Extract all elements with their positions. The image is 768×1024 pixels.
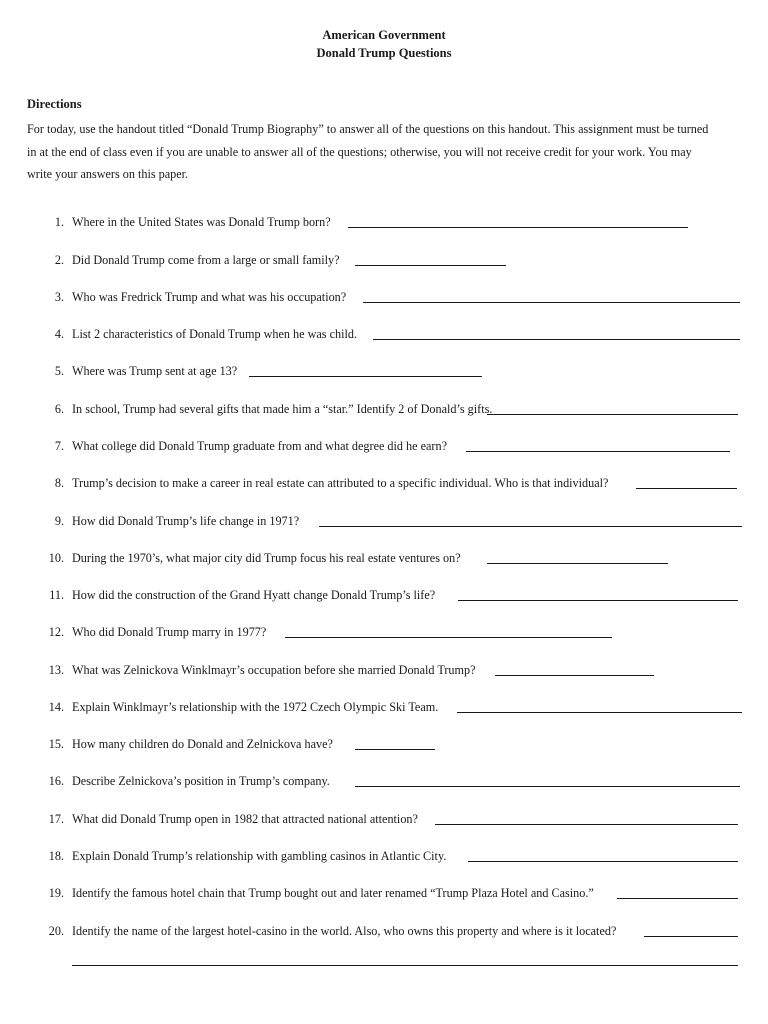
question-number: 5. [54,364,64,378]
question-item [0,883,768,903]
page-subtitle: Donald Trump Questions [316,46,452,60]
answer-blank-line[interactable] [435,824,738,825]
question-number: 4. [54,327,64,341]
question-number: 1. [54,215,64,229]
question-item [0,771,768,791]
question-text: Where in the United States was Donald Trump born? [72,215,331,229]
answer-blank-line[interactable] [373,339,740,340]
answer-blank-line[interactable] [355,749,435,750]
question-number: 10. [48,551,64,565]
question-number: 20. [48,924,64,938]
question-text: What college did Donald Trump graduate from and what degree did he earn? [72,439,447,453]
question-number: 3. [54,290,64,304]
answer-blank-line[interactable] [466,451,730,452]
page-title: American Government [322,28,446,42]
question-number: 8. [54,476,64,490]
question-text: Who did Donald Trump marry in 1977? [72,625,267,639]
question-item [0,809,768,829]
question-text: How did Donald Trump’s life change in 1971? [72,514,300,528]
question-number: 18. [48,849,64,863]
question-item [0,436,768,456]
question-text: Describe Zelnickova’s position in Trump’s company. [72,774,330,788]
question-number: 16. [48,774,64,788]
question-number: 2. [54,253,64,267]
question-text: Trump’s decision to make a career in real estate can attributed to a specific individual. Who is that individual? [72,476,609,490]
question-number: 19. [48,886,64,900]
question-item [0,548,768,568]
question-text: How did the construction of the Grand Hyatt change Donald Trump’s life? [72,588,436,602]
answer-blank-line[interactable] [457,712,742,713]
answer-blank-line[interactable] [355,265,506,266]
question-item [0,361,768,381]
question-item [0,921,768,941]
answer-blank-line[interactable] [617,898,738,899]
question-text: During the 1970’s, what major city did Trump focus his real estate ventures on? [72,551,461,565]
question-item [0,585,768,605]
question-text: How many children do Donald and Zelnickova have? [72,737,333,751]
answer-blank-line[interactable] [495,675,654,676]
answer-blank-line[interactable] [249,376,482,377]
question-item [0,212,768,232]
question-text: Did Donald Trump come from a large or small family? [72,253,340,267]
question-item [0,846,768,866]
question-item [0,287,768,307]
question-number: 9. [54,514,64,528]
answer-blank-line[interactable] [644,936,738,937]
question-item [0,324,768,344]
question-item [0,622,768,642]
question-text: Identify the name of the largest hotel-casino in the world. Also, who owns this property and where is it located? [72,924,617,938]
question-item [0,511,768,531]
answer-blank-line[interactable] [319,526,742,527]
question-number: 12. [48,625,64,639]
question-text: Identify the famous hotel chain that Trump bought out and later renamed “Trump Plaza Hotel and Casino.” [72,886,594,900]
answer-blank-line[interactable] [487,414,738,415]
question-item [0,250,768,270]
question-item [0,660,768,680]
question-text: List 2 characteristics of Donald Trump when he was child. [72,327,357,341]
directions-heading: Directions [27,97,82,111]
answer-blank-line[interactable] [458,600,738,601]
question-text: What did Donald Trump open in 1982 that attracted national attention? [72,812,418,826]
question-number: 6. [54,402,64,416]
answer-blank-line[interactable] [348,227,688,228]
question-item [0,399,768,419]
question-text: Who was Fredrick Trump and what was his occupation? [72,290,347,304]
question-text: Where was Trump sent at age 13? [72,364,238,378]
question-number: 7. [54,439,64,453]
question-text: In school, Trump had several gifts that made him a “star.” Identify 2 of Donald’s gifts. [72,402,493,416]
question-item [0,473,768,493]
answer-blank-line[interactable] [363,302,740,303]
answer-blank-line[interactable] [468,861,738,862]
answer-blank-line[interactable] [487,563,668,564]
question-number: 17. [48,812,64,826]
answer-blank-line[interactable] [285,637,612,638]
question-number: 14. [48,700,64,714]
directions-line: in at the end of class even if you are unable to answer all of the questions; otherwise, you will not receive credit for your work. You may [27,144,692,159]
question-text: Explain Winklmayr’s relationship with the 1972 Czech Olympic Ski Team. [72,700,439,714]
answer-blank-line[interactable] [72,965,738,966]
question-number: 11. [49,588,64,602]
question-text: Explain Donald Trump’s relationship with gambling casinos in Atlantic City. [72,849,447,863]
question-item [0,697,768,717]
question-number: 15. [48,737,64,751]
question-text: What was Zelnickova Winklmayr’s occupation before she married Donald Trump? [72,663,476,677]
answer-blank-line[interactable] [636,488,737,489]
directions-line: write your answers on this paper. [27,167,189,181]
question-item [0,734,768,754]
answer-blank-line[interactable] [355,786,740,787]
directions-body [27,118,747,186]
question-number: 13. [48,663,64,677]
directions-line: For today, use the handout titled “Donald Trump Biography” to answer all of the questions on this handout. This assignment must be turned [27,122,709,136]
